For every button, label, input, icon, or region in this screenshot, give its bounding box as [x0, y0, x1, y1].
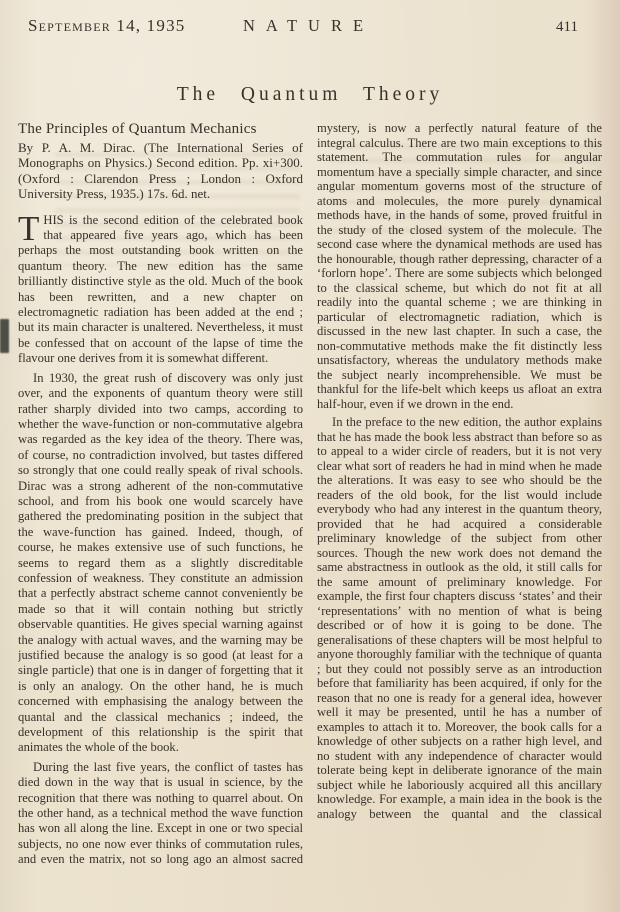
paragraph-1-text: HIS is the second edition of the celebrated book that appeared five years ago, which has been perhaps the most outstanding book written on the quantum theory. The new edition has the same brilliantly distinctive style as the old. Much of the book has been rewritten, and a new chapter on electromagnetic radiation has been added at the end ; but its main character is unaltered. Nevertheless, it must be confessed that on account of the lapse of time the flavour one derives from it is somewhat different.: [18, 212, 303, 366]
page-number: 411: [556, 19, 578, 35]
article-title: The Quantum Theory: [176, 84, 444, 105]
right-column: [317, 121, 602, 912]
paragraph-3: During the last five years, the conflict of tastes has died down in the way that is usual in science, by the recognition that there was nothing to quarrel about. On the other hand, as a technical method the wave function has won all along the line. Except in one or two special subjects, no one now ever thinks of commutation rules, and even the matrix, not so long ago an almost sacred: [18, 759, 303, 867]
reviewed-book-title: The Principles of Quantum Mechanics: [18, 121, 257, 137]
page-header: [28, 16, 590, 36]
scan-artifact: [0, 319, 9, 353]
paragraph-5: In the preface to the new edition, the author explains that he has made the book less abstract than before so as to appeal to a wider circle of readers, but it is not very clear what sort of readers he had in mind when he made the alterations. It was easy to see who should be the readers of the old book, for the list would include everybody who had any interest in the quantum theory, provided that he had acquired a considerable preliminary knowledge of the subject from other sources. Though the new work does not demand the same abstractness in outlook as the old, it still calls for the same amount of preliminary knowledge. For example, the first four chapters discuss ‘states’ and their ‘representations’ with no mention of what is being described or of how it is going to be done. The generalisations of these chapters will be most helpful to anyone thoroughly familiar with the technique of quanta ; but they could not possibly serve as an introduction before that familiarity has been acquired, if only for the reason that no one is ready for a general idea, however well it may be presented, until he has a number of examples to attach it to. Moreover, the book calls for a knowledge of other subjects on a rather high level, and no student with any independence of character would tolerate being kept in deliberate ignorance of the main subject while he laboriously acquired all this ancillary knowledge. For example, a main idea in the book is the analogy between the quantal and the classical: [317, 415, 602, 821]
paragraph-4: mystery, is now a perfectly natural feature of the integral calculus. There are two main exceptions to this statement. The commutation rules for angular momentum have a specially simple character, and since angular momentum governs most of the structure of atoms and molecules, the more purely dynamical methods have, in the hands of some, proved fruitful in the study of the closed system of the molecule. The second case where the dynamical methods are used has the honourable, though rather depressing, character of a ‘forlorn hope’. There are some subjects which belonged to the classical scheme, but which do not fit at all readily into the quantal scheme ; we are thinking in particular of electromagnetic radiation, which is discussed in the new last chapter. In such a case, the non-commutative methods make the fit distinctly less unsatisfactory, whereas the undulatory methods make the subject nearly incomprehensible. We must be thankful for the life-belt which keeps us afloat an extra half-hour, even if we drown in the end.: [317, 121, 602, 411]
dropcap-letter: T: [18, 208, 40, 248]
paragraph-2: In 1930, the great rush of discovery was only just over, and the exponents of quantum theory were still rather sharply divided into two camps, according to whether the wave-function or non-commutative algebra was regarded as the key idea of the theory. There was, of course, no contradiction involved, but tastes differed so strongly that one could really speak of rival schools. Dirac was a strong adherent of the non-commutative school, and from his book one would scarcely have gathered the predominating position in the subject that the wave-function has gained. Indeed, though, of course, he makes extensive use of such functions, he seems to regard them as a slightly discreditable confession of weakness. They constitute an admission that a perfectly abstract scheme cannot conveniently be made so that it will contain nothing but strictly observable quantities. He gives special warning against the analogy with actual waves, and the warning may be justified because the analogy is so good (at least for a single particle) that one is in danger of forgetting that it is only an analogy. On the other hand, he is much concerned with emphasising the analogy between the quantal and the classical mechanics ; indeed, the development of this relationship is the spirit that animates the whole of the book.: [18, 370, 303, 755]
journal-name: NATURE: [242, 16, 375, 35]
book-citation: By P. A. M. Dirac. (The International Series of Monographs on Physics.) Second edition. Pp. xi+300. (Oxford : Clarendon Press ; London : Oxford University Press, 1935.) 17s. 6d. net.: [18, 140, 303, 202]
article-body: [18, 121, 602, 912]
left-column: [18, 121, 303, 912]
paragraph-1: [18, 208, 303, 367]
issue-date: September 14, 1935: [28, 16, 186, 35]
